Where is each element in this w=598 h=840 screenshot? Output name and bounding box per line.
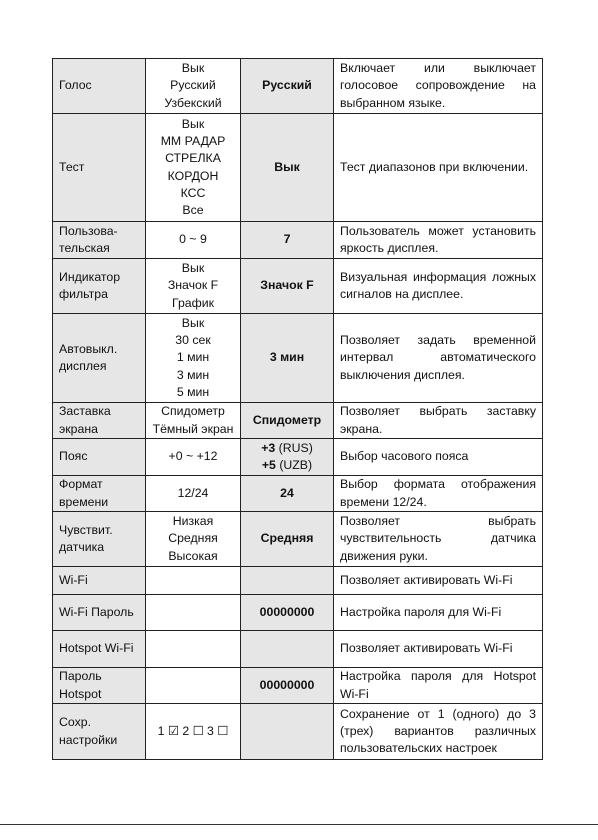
default-main: +3 bbox=[261, 440, 276, 455]
settings-row bbox=[53, 259, 543, 314]
default-region: (RUS) bbox=[275, 440, 313, 455]
setting-description: Позволяет активировать Wi-Fi bbox=[334, 567, 543, 595]
option-value: График bbox=[171, 295, 214, 310]
default-value: Вык bbox=[274, 159, 300, 174]
option-value: ММ РАДАР bbox=[160, 134, 226, 149]
setting-options bbox=[146, 512, 241, 567]
option-value: Вык bbox=[181, 61, 205, 76]
setting-description: Сохранение от 1 (одного) до 3 (трех) вариантов различных пользовательских настроек bbox=[334, 704, 543, 760]
option-value: Спидометр bbox=[161, 404, 225, 419]
settings-row bbox=[53, 403, 543, 439]
setting-description: Выбор формата отображения времени 12/24. bbox=[334, 476, 543, 512]
option-value: 1 мин bbox=[176, 350, 210, 365]
setting-options bbox=[146, 595, 241, 631]
setting-name: Wi-Fi Пароль bbox=[53, 595, 146, 631]
setting-name: Формат времени bbox=[53, 476, 146, 512]
setting-default bbox=[241, 403, 334, 439]
settings-table bbox=[52, 58, 543, 760]
settings-row bbox=[53, 59, 543, 114]
setting-description: Позволяет выбрать чувствительность датчика движения руки. bbox=[334, 512, 543, 567]
setting-description: Позволяет выбрать заставку экрана. bbox=[334, 403, 543, 439]
settings-row bbox=[53, 114, 543, 222]
setting-default bbox=[241, 704, 334, 760]
setting-description: Пользователь может установить яркость дисплея. bbox=[334, 222, 543, 259]
default-value: 24 bbox=[280, 485, 294, 500]
settings-row bbox=[53, 439, 543, 476]
setting-default bbox=[241, 222, 334, 259]
setting-name: Пояс bbox=[53, 439, 146, 476]
option-value: Вык bbox=[181, 116, 205, 131]
setting-name: Индикатор фильтра bbox=[53, 259, 146, 314]
setting-options bbox=[146, 314, 241, 403]
setting-name: Заставка экрана bbox=[53, 403, 146, 439]
setting-options bbox=[146, 259, 241, 314]
setting-description: Позволяет активировать Wi-Fi bbox=[334, 631, 543, 668]
setting-description: Тест диапазонов при включении. bbox=[334, 114, 543, 222]
setting-description: Визуальная информация ложных сигналов на дисплее. bbox=[334, 259, 543, 314]
default-value: 7 bbox=[283, 232, 291, 247]
setting-options bbox=[146, 476, 241, 512]
option-value: СТРЕЛКА bbox=[165, 151, 221, 166]
setting-default bbox=[241, 114, 334, 222]
setting-options bbox=[146, 439, 241, 476]
setting-description: Настройка пароля для Wi-Fi bbox=[334, 595, 543, 631]
default-value: 00000000 bbox=[259, 604, 315, 619]
settings-row bbox=[53, 704, 543, 760]
option-value: Вык bbox=[181, 261, 205, 276]
option-value: Тёмный экран bbox=[152, 421, 234, 436]
settings-row bbox=[53, 567, 543, 595]
setting-options bbox=[146, 403, 241, 439]
setting-options bbox=[146, 567, 241, 595]
setting-default bbox=[241, 595, 334, 631]
setting-default bbox=[241, 476, 334, 512]
option-value: Значок F bbox=[167, 278, 219, 293]
setting-default bbox=[241, 631, 334, 668]
option-value: 1 ☑ 2 ☐ 3 ☐ bbox=[157, 723, 229, 738]
default-line bbox=[247, 440, 327, 457]
setting-default bbox=[241, 512, 334, 567]
option-value: 3 мин bbox=[176, 367, 210, 382]
setting-name: Hotspot Wi-Fi bbox=[53, 631, 146, 668]
option-value: 0 ~ 9 bbox=[179, 232, 207, 247]
setting-options bbox=[146, 222, 241, 259]
setting-options bbox=[146, 668, 241, 704]
settings-row bbox=[53, 631, 543, 668]
setting-description: Позволяет задать временной интервал автоматического выключения дисплея. bbox=[334, 314, 543, 403]
setting-description: Настройка пароля для Hotspot Wi-Fi bbox=[334, 668, 543, 704]
option-value: КСС bbox=[180, 185, 206, 200]
option-value: Средняя bbox=[168, 531, 218, 546]
setting-options bbox=[146, 704, 241, 760]
setting-name: Голос bbox=[53, 59, 146, 114]
setting-description: Выбор часового пояса bbox=[334, 439, 543, 476]
bottom-divider bbox=[0, 824, 598, 825]
setting-default bbox=[241, 567, 334, 595]
option-value: Высокая bbox=[168, 548, 218, 563]
settings-row bbox=[53, 476, 543, 512]
option-value: 30 сек bbox=[175, 333, 211, 348]
setting-default bbox=[241, 439, 334, 476]
default-main: +5 bbox=[261, 458, 276, 472]
default-value: Спидометр bbox=[252, 412, 322, 427]
option-value: Все bbox=[182, 202, 204, 217]
setting-options bbox=[146, 114, 241, 222]
settings-row bbox=[53, 222, 543, 259]
default-value: Значок F bbox=[260, 278, 314, 293]
settings-row bbox=[53, 314, 543, 403]
setting-name: Пароль Hotspot bbox=[53, 668, 146, 704]
option-value: Русский bbox=[170, 78, 216, 93]
default-region: (UZB) bbox=[275, 458, 313, 472]
table-body bbox=[53, 59, 543, 760]
option-value: КОРДОН bbox=[167, 168, 219, 183]
settings-row bbox=[53, 668, 543, 704]
setting-default bbox=[241, 668, 334, 704]
setting-name: Сохр. настройки bbox=[53, 704, 146, 760]
setting-name: Чувствит. датчика bbox=[53, 512, 146, 567]
settings-row bbox=[53, 512, 543, 567]
option-value: Низкая bbox=[172, 514, 214, 529]
option-value: Узбекский bbox=[164, 95, 222, 110]
default-value: 00000000 bbox=[259, 677, 315, 692]
option-value: 12/24 bbox=[177, 485, 209, 500]
setting-name: Пользова-тельская bbox=[53, 222, 146, 259]
setting-name: Автовыкл. дисплея bbox=[53, 314, 146, 403]
option-value: +0 ~ +12 bbox=[168, 449, 218, 464]
option-value: Вык bbox=[181, 315, 205, 330]
settings-row bbox=[53, 595, 543, 631]
setting-name: Тест bbox=[53, 114, 146, 222]
default-line bbox=[247, 457, 327, 474]
setting-default bbox=[241, 259, 334, 314]
setting-default bbox=[241, 314, 334, 403]
default-value: 3 мин bbox=[269, 350, 305, 365]
setting-options bbox=[146, 631, 241, 668]
setting-default bbox=[241, 59, 334, 114]
default-value: Русский bbox=[262, 78, 312, 93]
setting-name: Wi-Fi bbox=[53, 567, 146, 595]
option-value: 5 мин bbox=[176, 384, 210, 399]
setting-options bbox=[146, 59, 241, 114]
setting-description: Включает или выключает голосовое сопровождение на выбранном языке. bbox=[334, 59, 543, 114]
default-value: Средняя bbox=[260, 531, 314, 546]
